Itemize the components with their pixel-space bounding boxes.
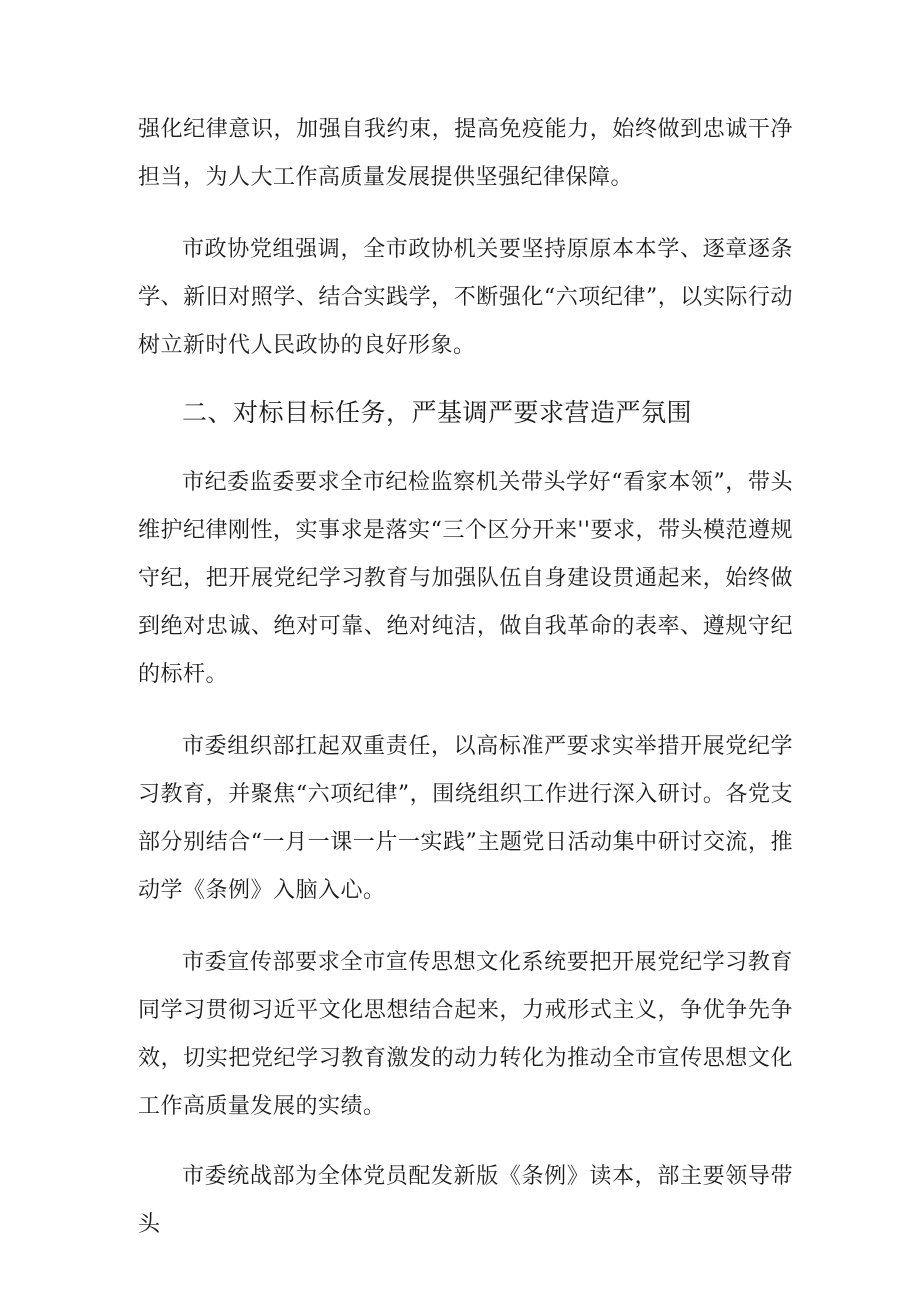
- paragraph-publicity-dept: 市委宣传部要求全市宣传思想文化系统要把开展党纪学习教育同学习贯彻习近平文化思想结合起来，力戒形式主义，争优争先争效，切实把党纪学习教育激发的动力转化为推动全市宣传思想文化工作高质量发展的实绩。: [138, 950, 793, 1119]
- paragraph-cppcc: 市政协党组强调，全市政协机关要坚持原原本本学、逐章逐条学、新旧对照学、结合实践学，不断强化“六项纪律”，以实际行动树立新时代人民政协的良好形象。: [138, 237, 793, 358]
- paragraph-organization-dept: 市委组织部扛起双重责任，以高标准严要求实举措开展党纪学习教育，并聚焦“六项纪律”，围绕组织工作进行深入研讨。各党支部分别结合“一月一课一片一实践”主题党日活动集中研讨交流，推动学《条例》入脑入心。: [138, 734, 793, 903]
- section-heading-2: 二、对标目标任务，严基调严要求营造严氛围: [182, 398, 693, 427]
- paragraph-discipline-commission: 市纪委监委要求全市纪检监察机关带头学好“看家本领”，带头维护纪律刚性，实事求是落实“三个区分开来''要求，带头模范遵规守纪，把开展党纪学习教育与加强队伍自身建设贯通起来，始终做到绝对忠诚、绝对可靠、绝对纯洁，做自我革命的表率、遵规守纪的标杆。: [138, 470, 793, 687]
- paragraph-united-front-dept: 市委统战部为全体党员配发新版《条例》读本，部主要领导带头: [138, 1164, 793, 1237]
- paragraph-continuation: 强化纪律意识，加强自我约束，提高免疫能力，始终做到忠诚干净担当，为人大工作高质量发展提供坚强纪律保障。: [138, 117, 793, 190]
